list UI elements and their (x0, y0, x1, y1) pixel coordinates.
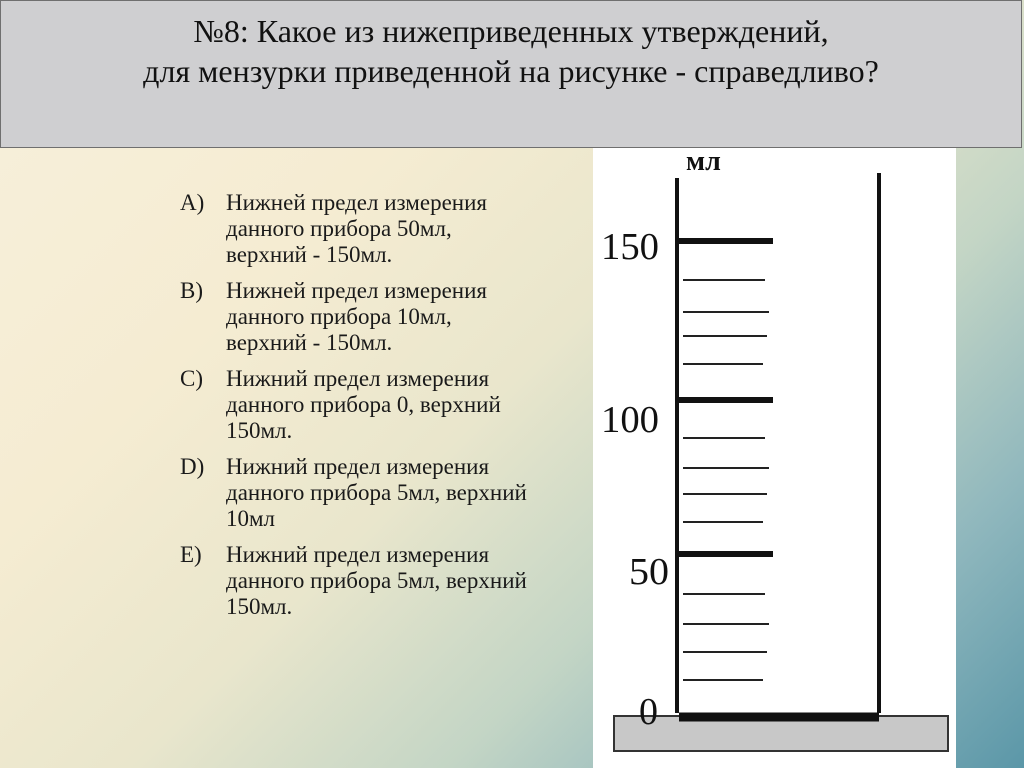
option-text-line: 10мл (226, 506, 276, 531)
option-text-line: верхний - 150мл. (226, 330, 393, 355)
option-letter: C) (180, 366, 203, 391)
scale-label-100: 100 (601, 399, 659, 441)
option-text-line: верхний - 150мл. (226, 242, 393, 267)
option-text-line: данного прибора 50мл, (226, 216, 452, 241)
unit-label: мл (686, 148, 721, 177)
option-text-line: данного прибора 5мл, верхний (226, 480, 527, 505)
slide-title-bar (0, 0, 1022, 148)
slide-title-line-2: для мензурки приведенной на рисунке - справедливо? (143, 53, 879, 89)
option-text-line: Нижний предел измерения (226, 454, 490, 479)
option-letter: E) (180, 542, 202, 567)
option-text-line: 150мл. (226, 418, 293, 443)
answer-option-a (180, 190, 600, 268)
option-text-line: данного прибора 10мл, (226, 304, 452, 329)
option-text-line: данного прибора 5мл, верхний (226, 568, 527, 593)
beaker-drawing (593, 148, 956, 768)
option-text-line: Нижний предел измерения (226, 542, 490, 567)
option-letter: A) (180, 190, 205, 215)
answer-option-e (180, 542, 600, 620)
beaker-figure (593, 148, 956, 768)
scale-label-150: 150 (601, 226, 659, 268)
option-letter: D) (180, 454, 205, 479)
option-text-line: Нижней предел измерения (226, 278, 487, 303)
scale-label-50: 50 (629, 551, 669, 593)
answer-option-c (180, 366, 600, 444)
option-text-line: Нижней предел измерения (226, 190, 487, 215)
answer-options-list (180, 190, 600, 630)
answer-option-d (180, 454, 600, 532)
answer-option-b (180, 278, 600, 356)
option-text-line: 150мл. (226, 594, 293, 619)
slide-title-line-1: №8: Какое из нижеприведенных утверждений, (193, 13, 829, 49)
option-text-line: Нижний предел измерения (226, 366, 490, 391)
option-text-line: данного прибора 0, верхний (226, 392, 501, 417)
option-letter: B) (180, 278, 203, 303)
scale-label-0: 0 (639, 691, 658, 733)
